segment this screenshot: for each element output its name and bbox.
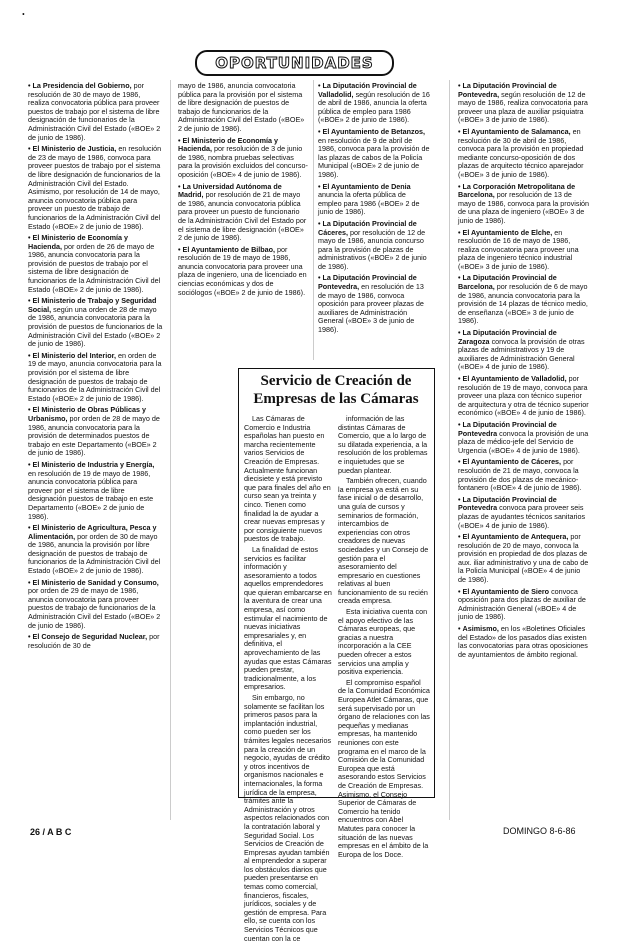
feature-paragraph: Las Cámaras de Comercio e Industria españolas han puesto en marcha recientemente varios Servicios de Creación de Empresas. Actualmente funcionan diecisiete y está previsto que para finales del año en curso sean ya treinta y cinco. Tienen como finalidad la de ayudar a crear nuevas empresas y por consiguiente nuevos puestos de trabajo. bbox=[244, 414, 331, 544]
announcement-text: en resolución de 30 de abril de 1986, convoca para la provisión en propiedad mediante concurso-oposición de dos plazas de arquitecto técnico aparejador («BOE» 3 de junio de 1986). bbox=[458, 126, 584, 179]
announcement-item bbox=[458, 625, 590, 659]
column-divider bbox=[449, 80, 450, 820]
announcement-lead: La Diputación Provincial de Pontevedra bbox=[458, 494, 557, 513]
announcement-lead: El Ayuntamiento de Elche, bbox=[462, 227, 553, 237]
announcement-item bbox=[178, 82, 308, 134]
announcement-lead: El Ayuntamiento de Valladolid, bbox=[462, 374, 567, 383]
bullet-icon: • bbox=[458, 374, 461, 383]
announcement-text: según resolución de 12 de mayo de 1986, realiza convocatoria para proveer una plaza de auxiliar psiquiatra («BOE» 3 de junio de 1986). bbox=[458, 89, 588, 125]
announcement-item bbox=[178, 183, 308, 243]
announcement-text: en resolución de 16 de mayo de 1986, realiza convocatoria para proveer una plaza de ingeniero técnico industrial («BOE» 3 de junio de 1986). bbox=[458, 227, 579, 271]
announcement-lead: La Corporación Metropolitana de Barcelona, bbox=[458, 181, 576, 200]
column-2 bbox=[178, 82, 308, 300]
feature-paragraph: información de las distintas Cámaras de Comercio, que a lo largo de su dilatada experiencia, a la resolución de los problemas e inquietudes que se puedan plantear. bbox=[338, 414, 428, 475]
announcement-item bbox=[318, 220, 431, 272]
feature-paragraph: También ofrecen, cuando la empresa ya está en su fase inicial o de desarrollo, una guía de cursos y seminarios de formación, intercambios de experiencias con otros creadores de nuevas sociedades y un Consejo de gestión para el asesoramiento del empresario en cuestiones relativas al buen funcionamiento de su recién creada empresa. bbox=[338, 476, 429, 606]
feature-column-1 bbox=[244, 415, 332, 945]
announcement-lead: El Ayuntamiento de Bilbao, bbox=[182, 244, 276, 254]
bullet-icon: • bbox=[28, 459, 31, 469]
announcement-lead: El Ministerio del Interior, bbox=[32, 350, 117, 360]
announcement-item bbox=[28, 633, 163, 650]
announcement-item bbox=[28, 297, 163, 349]
bullet-icon: • bbox=[28, 577, 31, 587]
announcement-lead: La Universidad Autónoma de Madrid, bbox=[178, 181, 282, 200]
announcement-item bbox=[318, 183, 431, 217]
bullet-icon: • bbox=[458, 273, 461, 283]
announcement-lead: El Ayuntamiento de Antequera, bbox=[462, 532, 569, 542]
bullet-icon: • bbox=[28, 81, 31, 90]
announcement-item bbox=[28, 352, 163, 404]
top-mark: • bbox=[22, 10, 25, 19]
bullet-icon: • bbox=[318, 218, 321, 228]
bullet-icon: • bbox=[458, 181, 461, 191]
announcement-text: mayo de 1986, anuncia convocatoria pública para la provisión por el sistema de libre designación de puestos de trabajo de funcionarios de la Administración Civil del Estado («BOE» 2 de junio de 1986). bbox=[178, 81, 305, 133]
announcement-item bbox=[458, 496, 590, 530]
announcement-text: en resolución de 9 de abril de 1986, convoca para la provisión de las plazas de cabos de la Policía Municipal («BOE» 2 de junio de 1986). bbox=[318, 135, 430, 179]
announcement-lead: El Ministerio de Obras Públicas y Urbanismo, bbox=[28, 405, 146, 423]
column-3 bbox=[318, 82, 431, 338]
bullet-icon: • bbox=[458, 494, 461, 504]
bullet-icon: • bbox=[28, 144, 31, 154]
bullet-icon: • bbox=[28, 632, 31, 642]
announcement-lead: La Diputación Provincial de Pontevedra, bbox=[458, 81, 557, 99]
announcement-item bbox=[28, 234, 163, 294]
announcement-lead: La Diputación Provincial de Pontevedra bbox=[458, 419, 557, 438]
announcement-text: por orden de 30 de mayo de 1986, anuncia la provisión por libre designación de puestos de trabajo de funcionarios de la Administración Civil del Estado («BOE» 2 de junio de 1986). bbox=[28, 531, 161, 576]
announcement-lead: El Ministerio de Economía y Hacienda, bbox=[178, 135, 278, 154]
announcement-text: en resolución de 13 de mayo de 1986, convoca oposición para proveer plazas de auxiliares de Administración General («BOE» 3 de junio de 1986). bbox=[318, 282, 424, 335]
announcement-item bbox=[458, 533, 590, 585]
announcement-text: por orden de 29 de mayo de 1986, anuncia convocatoria para proveer puestos de trabajo de funcionarios de la Administración Civil del Estado («BOE» 2 de junio de 1986). bbox=[28, 586, 161, 630]
announcement-text: convoca la provisión de una plaza de médico-jefe del Servicio de Urgencia («BOE» 4 de junio de 1986). bbox=[458, 428, 589, 455]
announcement-item bbox=[28, 461, 163, 521]
bullet-icon: • bbox=[28, 296, 31, 306]
announcement-item bbox=[458, 588, 590, 622]
announcement-text: en los «Boletines Oficiales del Estado» de los pasados días existen las convocatorias para otras oposiciones de ayuntamientos de ámbito regional. bbox=[458, 624, 588, 659]
announcement-item bbox=[458, 421, 590, 455]
bullet-icon: • bbox=[28, 233, 31, 243]
bullet-icon: • bbox=[318, 81, 321, 90]
bullet-icon: • bbox=[318, 126, 321, 136]
bullet-icon: • bbox=[458, 328, 461, 338]
announcement-item bbox=[28, 145, 163, 231]
announcement-item bbox=[458, 329, 590, 372]
announcement-text: en resolución de 23 de mayo de 1986, convoca para proveer puestos de trabajo por el sistema de libre designación de funcionarios de la Administración Civil del Estado. Asimismo, por resolución de 14 de mayo, anuncia convocatoria pública para proveer un puesto de trabajo de funcionarios de la Administración Civil del Estado («BOE» 2 de junio de 1986). bbox=[28, 144, 162, 231]
announcement-item bbox=[458, 458, 590, 492]
bullet-icon: • bbox=[458, 532, 461, 542]
announcement-text: convoca oposición para dos plazas de auxiliar de Administración General («BOE» 4 de junio de 1986). bbox=[458, 586, 586, 622]
announcement-item bbox=[178, 246, 308, 298]
issue-date: DOMINGO 8-6-86 bbox=[503, 826, 576, 836]
feature-paragraph: La finalidad de estos servicios es facilitar información y asesoramiento a todos aquellos emprendedores que quieran embarcarse en la aventura de crear una empresa, así como estimular el nacimiento de nuevas iniciativas empresariales y, en definitiva, el aprovechamiento de las ayudas que estas Cámaras pueden prestar, tradicionalmente, a los empresarios. bbox=[244, 544, 332, 692]
announcement-text: por resolución de 30 de mayo de 1986, realiza convocatoria pública para proveer puestos de trabajo por el sistema de libre designación de funcionarios de la Administración Civil del Estado («BOE» 2 de junio de 1986). bbox=[28, 81, 161, 142]
announcement-text: según una orden de 28 de mayo de 1986, anuncia convocatoria para la provisión de puestos de funcionarios de la Administración Civil del Estado («BOE» 2 de junio de 1986). bbox=[28, 304, 163, 349]
announcement-item bbox=[458, 229, 590, 272]
announcement-text: por resolución de 13 de mayo de 1986, convoca para la provisión de una plaza de ingeniero («BOE» 3 de junio de 1986). bbox=[458, 190, 590, 225]
column-1 bbox=[28, 82, 163, 653]
announcement-text: por orden de 28 de mayo de 1986, anuncia convocatoria para la provisión de determinados puestos de trabajo en este Departamento («BOE» 2 de junio de 1986). bbox=[28, 413, 160, 458]
announcement-lead: El Ministerio de Justicia, bbox=[32, 144, 117, 154]
announcement-lead: La Diputación Provincial de Zaragoza bbox=[458, 328, 557, 346]
announcement-lead: La Diputación Provincial de Pontevedra, bbox=[318, 273, 417, 292]
bullet-icon: • bbox=[178, 135, 181, 145]
feature-paragraph: Sin embargo, no solamente se facilitan los primeros pasos para la implantación industrial, como pueden ser los trámites legales necesarios para la creación de un negocio, ayudas de crédito y otros incentivos de organismos nacionales e internacionales, la forma jurídica de la empresa, trámites ante la Administración y otros aspectos relacionados con la contratación laboral y Seguridad Social. Los Servicios de Creación de Empresas ayudan también al emprendedor a superar los obstáculos diarios que pueden presentarse en temas como comercial, financieros, fiscales, jurídicos, sociales y de gestión de empresa. Para ello, se cuenta con los Servicios Técnicos que cuentan con la ce bbox=[244, 693, 332, 943]
announcement-text: convoca la provisión de otras plazas de administrativos y 19 de auxiliares de Administración General («BOE» 4 de junio de 1986). bbox=[458, 336, 585, 372]
announcement-lead: La Presidencia del Gobierno, bbox=[32, 81, 132, 90]
announcement-item bbox=[458, 183, 590, 226]
announcement-text: por resolución de 6 de mayo de 1986, anuncia convocatoria para la provisión de 14 plazas de técnico medio, de enseñanza («BOE» 3 de junio de 1986). bbox=[458, 282, 588, 326]
announcement-lead: El Ayuntamiento de Betanzos, bbox=[322, 126, 426, 136]
announcement-lead: El Ministerio de Industria y Energía, bbox=[32, 459, 155, 469]
announcement-item bbox=[458, 274, 590, 326]
bullet-icon: • bbox=[28, 405, 31, 415]
announcement-lead: Asimismo, bbox=[462, 624, 499, 634]
announcement-text: según resolución de 16 de abril de 1986, anuncia la oferta pública de empleo para 1986 («BOE» 2 de junio de 1986). bbox=[318, 89, 430, 125]
announcement-lead: El Ministerio de Economía y Hacienda, bbox=[28, 233, 128, 251]
announcement-text: por resolución de 3 de junio de 1986, nombra pruebas selectivas para la provisión excluidos del concurso-oposición («BOE» 4 de junio de 1986). bbox=[178, 144, 308, 179]
announcement-item bbox=[318, 274, 431, 334]
announcement-lead: El Ayuntamiento de Cáceres, bbox=[462, 457, 562, 467]
announcement-text: por resolución de 30 de bbox=[28, 632, 160, 650]
announcement-text: en resolución de 19 de mayo de 1986, anuncia convocatoria pública para proveer por el sistema de libre designación puestos de trabajo en este Departamento («BOE» 2 de junio de 1986). bbox=[28, 468, 154, 521]
announcement-text: anuncia la oferta pública de empleo para 1986 («BOE» 2 de junio de 1986). bbox=[318, 190, 420, 217]
feature-title: Servicio de Creación de Empresas de las Cámaras bbox=[253, 373, 419, 407]
bullet-icon: • bbox=[28, 523, 31, 533]
announcement-item bbox=[318, 128, 431, 180]
announcement-text: en orden de 19 de mayo, anuncia convocatoria para la provisión por el sistema de libre designación de puestos de trabajo de funcionarios de la Administración Civil del Estado («BOE» 2 de junio de 1986). bbox=[28, 350, 162, 403]
bullet-icon: • bbox=[458, 624, 461, 634]
announcement-lead: El Consejo de Seguridad Nuclear, bbox=[32, 632, 148, 642]
announcement-lead: El Ministerio de Trabajo y Seguridad Social, bbox=[28, 296, 157, 314]
announcement-item bbox=[28, 579, 163, 631]
announcement-text: por resolución de 21 de mayo de 1986, anuncia convocatoria pública para proveer un puesto de funcionario de la Administración Civil del Estado por el sistema de libre designación («BOE» 2 de junio de 1986). bbox=[178, 190, 307, 243]
bullet-icon: • bbox=[318, 273, 321, 283]
bullet-icon: • bbox=[458, 457, 461, 467]
announcement-item bbox=[458, 375, 590, 418]
announcement-text: convoca para proveer seis plazas de ayudantes técnicos sanitarios («BOE» 4 de junio de 1986). bbox=[458, 503, 586, 530]
bullet-icon: • bbox=[458, 126, 461, 136]
announcement-lead: El Ministerio de Agricultura, Pesca y Alimentación, bbox=[28, 523, 157, 541]
announcement-lead: La Diputación Provincial de Cáceres, bbox=[318, 218, 417, 237]
feature-paragraph: Esta iniciativa cuenta con el apoyo efectivo de las Cámaras europeas, que gracias a nuestra incorporación a la CEE pueden ofrecer a estos servicios una amplia y positiva experiencia. bbox=[338, 607, 428, 677]
bullet-icon: • bbox=[458, 419, 461, 429]
announcement-lead: La Diputación Provincial de Barcelona, bbox=[458, 273, 557, 292]
announcement-lead: El Ayuntamiento de Denia bbox=[322, 181, 411, 191]
feature-column-2 bbox=[338, 415, 430, 861]
announcement-text: por resolución de 21 de mayo, convoca la provisión de dos plazas de mecánico-fontanero («BOE» 4 de junio de 1986). bbox=[458, 457, 582, 493]
feature-paragraph: El compromiso español de la Comunidad Económica Europea Atlet Cámaras, que será supervisado por un órgano de relaciones con las pequeñas y medianas empresas, ha mantenido reuniones con este programa en el marco de la Comisión de la Comunidad Europea que está asesorando estos Servicios de Creación de Empresas. Asimismo, el Consejo Superior de Cámaras de Comercio ha tenido encuentros con Abel Matutes para conocer la situación de las nuevas empresas en el ámbito de la Europa de los Doce. bbox=[338, 677, 430, 859]
announcement-text: por resolución de 19 de mayo de 1986, anuncia convocatoria para proveer una plaza de ingeniero, una de licenciado en ciencias económicas y dos de sociólogos («BOE» 2 de junio de 1986). bbox=[178, 244, 307, 297]
column-divider bbox=[313, 80, 314, 360]
column-divider bbox=[170, 80, 171, 820]
announcement-item bbox=[28, 82, 163, 142]
page-number: 26 / A B C bbox=[30, 827, 72, 837]
announcement-lead: El Ayuntamiento de Salamanca, bbox=[462, 126, 571, 136]
column-4 bbox=[458, 82, 590, 662]
section-banner: OPORTUNIDADES bbox=[195, 50, 394, 76]
announcement-text: por resolución de 12 de mayo de 1986, anuncia concurso para la provisión de plazas de administrativos («BOE» 2 de junio de 1986). bbox=[318, 227, 427, 271]
bullet-icon: • bbox=[458, 81, 461, 90]
announcement-item bbox=[458, 128, 590, 180]
announcement-lead: El Ayuntamiento de Siero bbox=[462, 586, 550, 596]
announcement-text: por resolución de 20 de mayo, convoca la provisión en propiedad de dos plazas de aux. iliar administrativo y una de cabo de la Policía Municipal («BOE» 4 de junio de 1986). bbox=[458, 532, 589, 585]
announcement-item bbox=[318, 82, 431, 125]
bullet-icon: • bbox=[178, 181, 181, 191]
bullet-icon: • bbox=[458, 227, 461, 237]
announcement-lead: La Diputación Provincial de Valladolid, bbox=[318, 81, 417, 99]
announcement-text: por orden de 26 de mayo de 1986, anuncia convocatoria para la provisión de puestos de trabajo por el sistema de libre designación de funcionarios de la Administración Civil del Estado («BOE» 2 de junio de 1986). bbox=[28, 241, 161, 294]
announcement-item bbox=[28, 406, 163, 458]
announcement-item bbox=[178, 137, 308, 180]
bullet-icon: • bbox=[458, 586, 461, 596]
announcement-text: por resolución de 19 de mayo, convoca para proveer una plaza con técnico superior de arquitectura y otra de técnico superior económico («BOE» 4 de junio de 1986). bbox=[458, 374, 589, 418]
announcement-item bbox=[458, 82, 590, 125]
announcement-item bbox=[28, 524, 163, 576]
bullet-icon: • bbox=[28, 350, 31, 360]
bullet-icon: • bbox=[178, 244, 181, 254]
announcement-lead: El Ministerio de Sanidad y Consumo, bbox=[32, 577, 159, 587]
bullet-icon: • bbox=[318, 181, 321, 191]
